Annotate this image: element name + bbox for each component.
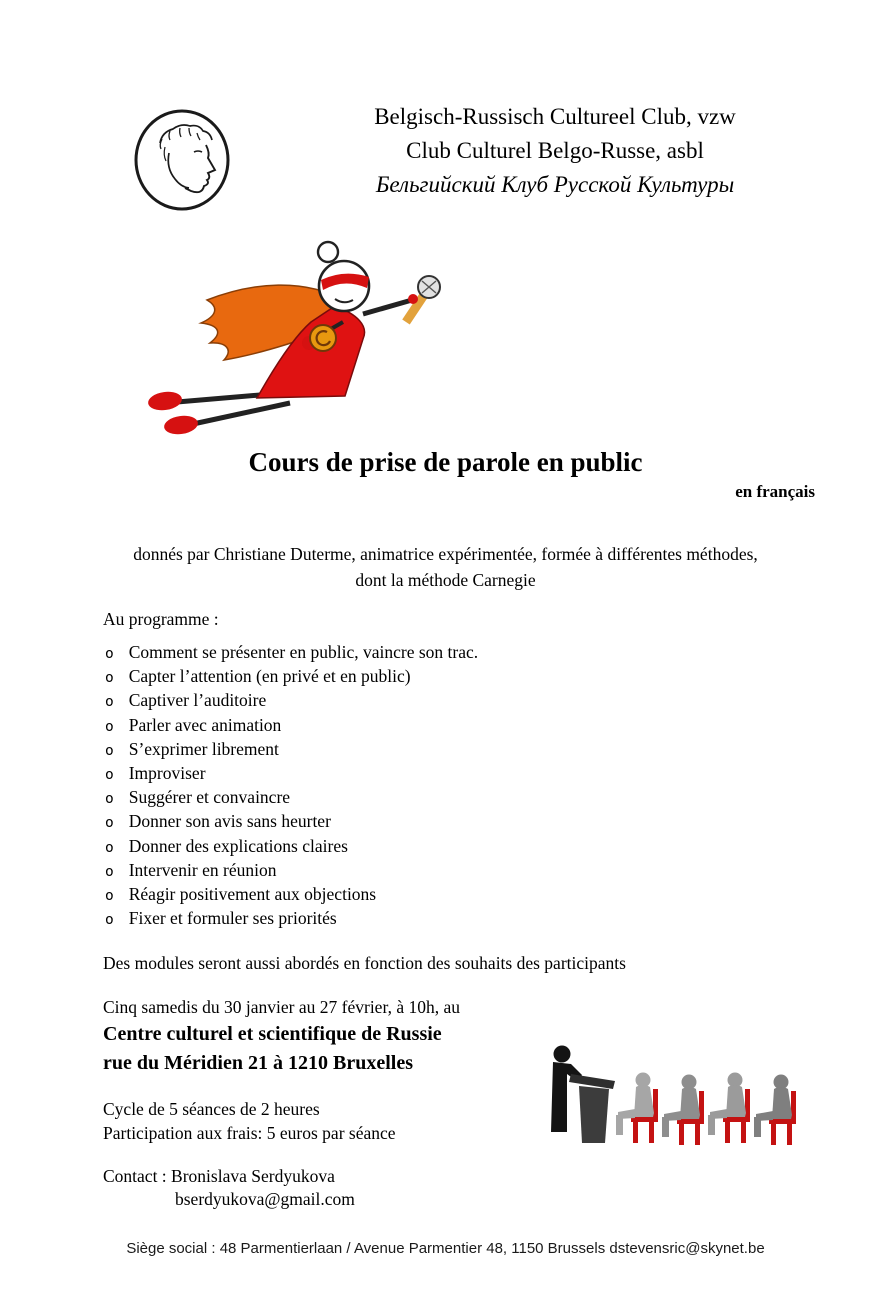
bullet-icon: o xyxy=(105,888,114,905)
venue-address: rue du Méridien 21 à 1210 Bruxelles xyxy=(103,1052,413,1075)
pushkin-profile-icon xyxy=(132,107,232,213)
list-item xyxy=(103,738,793,762)
list-item-text: Improviser xyxy=(128,763,206,784)
list-item xyxy=(103,883,793,907)
cycle-info: Cycle de 5 séances de 2 heures xyxy=(103,1099,320,1120)
list-item xyxy=(103,810,793,834)
bullet-icon: o xyxy=(105,694,114,711)
program-list xyxy=(103,641,793,931)
speaker-audience-icon xyxy=(525,1040,805,1150)
program-heading: Au programme : xyxy=(103,609,219,629)
fee-info: Participation aux frais: 5 euros par séance xyxy=(103,1123,396,1144)
list-item xyxy=(103,835,793,859)
bullet-icon: o xyxy=(105,767,114,784)
venue-name: Centre culturel et scientifique de Russie xyxy=(103,1023,442,1046)
club-header xyxy=(290,100,820,202)
bullet-icon: o xyxy=(105,791,114,808)
club-logo xyxy=(132,107,232,218)
list-item-text: Réagir positivement aux objections xyxy=(128,884,377,905)
audience-silhouettes xyxy=(616,1073,796,1146)
bullet-icon: o xyxy=(105,863,114,880)
club-name-french: Club Culturel Belgo-Russe, asbl xyxy=(406,138,704,163)
contact-email: bserdyukova@gmail.com xyxy=(175,1189,355,1210)
list-item-text: Captiver l’auditoire xyxy=(128,690,267,711)
bullet-icon: o xyxy=(105,670,114,687)
list-item xyxy=(103,689,793,713)
bullet-icon: o xyxy=(105,839,114,856)
schedule-line: Cinq samedis du 30 janvier au 27 février, à 10h, au xyxy=(103,997,460,1018)
intro-line2: dont la méthode Carnegie xyxy=(355,570,536,590)
list-item-text: Comment se présenter en public, vaincre son trac. xyxy=(128,642,479,662)
list-item xyxy=(103,859,793,883)
list-item-text: Suggérer et convaincre xyxy=(128,787,291,808)
audience-illustration xyxy=(525,1040,805,1155)
speaker-silhouette xyxy=(551,1046,582,1133)
list-item-text: Capter l’attention (en privé et en public) xyxy=(128,666,411,687)
flying-superhero-icon xyxy=(115,226,455,446)
list-item-text: Donner son avis sans heurter xyxy=(128,811,331,832)
list-item-text: Parler avec animation xyxy=(128,714,282,735)
intro-line1: donnés par Christiane Duterme, animatrice expérimentée, formée à différentes méthodes, xyxy=(133,544,758,564)
intro-paragraph xyxy=(0,541,891,593)
podium xyxy=(569,1074,615,1143)
contact-block xyxy=(103,1165,793,1211)
club-name-russian: Бельгийский Клуб Русской Культуры xyxy=(375,172,735,197)
contact-name: Contact : Bronislava Serdyukova xyxy=(103,1166,335,1187)
page-title: Cours de prise de parole en public xyxy=(248,447,643,477)
list-item xyxy=(103,786,793,810)
bullet-icon: o xyxy=(105,815,114,832)
bullet-icon: o xyxy=(105,646,114,662)
bullet-icon: o xyxy=(105,912,114,929)
list-item-text: S’exprimer librement xyxy=(128,738,279,759)
modules-note: Des modules seront aussi abordés en fonction des souhaits des participants xyxy=(103,953,626,974)
list-item xyxy=(103,665,793,689)
list-item-text: Intervenir en réunion xyxy=(128,859,277,880)
list-item xyxy=(103,907,793,931)
list-item xyxy=(103,641,793,665)
superhero-illustration xyxy=(115,226,455,451)
footer-address: Siège social : 48 Parmentierlaan / Avenue Parmentier 48, 1150 Brussels dstevensric@skynet.be xyxy=(126,1240,765,1257)
list-item xyxy=(103,714,793,738)
bullet-icon: o xyxy=(105,742,114,759)
list-item-text: Donner des explications claires xyxy=(128,835,348,856)
bullet-icon: o xyxy=(105,718,114,735)
language-note: en français xyxy=(735,482,815,501)
club-name-dutch: Belgisch-Russisch Cultureel Club, vzw xyxy=(374,104,736,129)
list-item xyxy=(103,762,793,786)
list-item-text: Fixer et formuler ses priorités xyxy=(128,908,337,929)
